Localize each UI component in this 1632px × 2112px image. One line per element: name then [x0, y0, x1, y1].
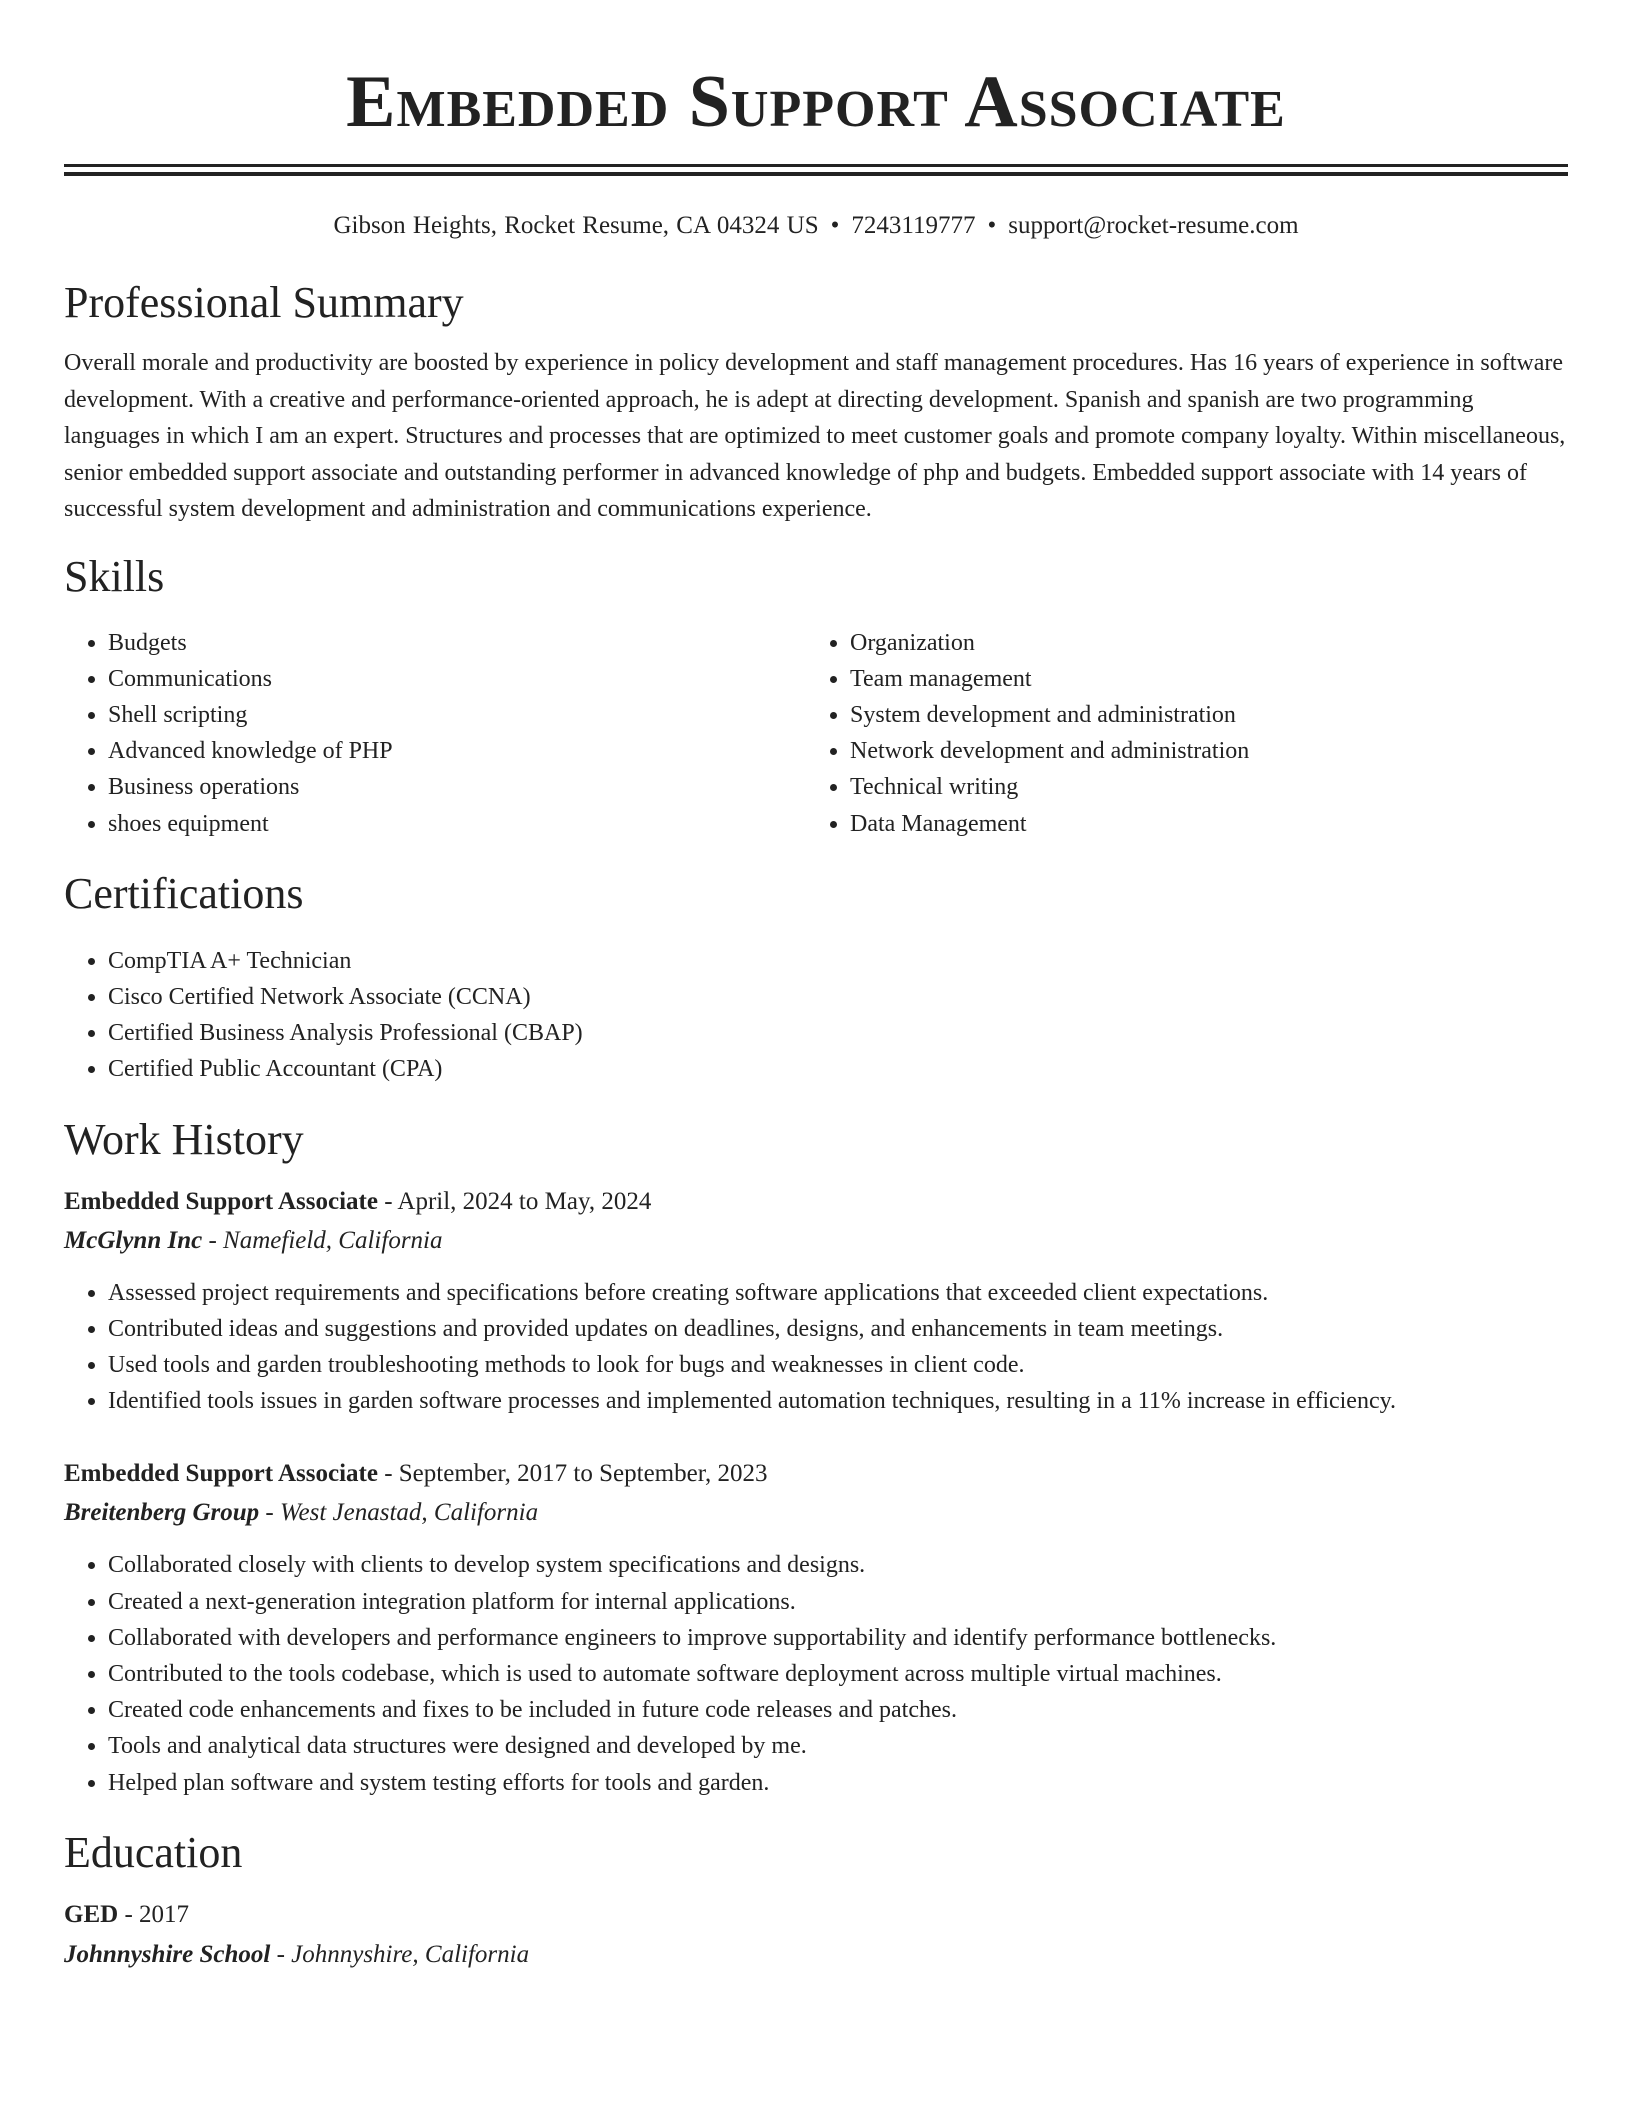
certification-item: • Cisco Certified Network Associate (CCNA)	[108, 979, 1568, 1015]
skill-item: • Organization	[850, 625, 1548, 661]
section-heading-education: Education	[64, 1827, 243, 1877]
job-bullet: • Used tools and garden troubleshooting methods to look for bugs and weaknesses in client code.	[108, 1347, 1568, 1383]
contact-line	[64, 210, 1568, 242]
job-bullet: • Assessed project requirements and specifications before creating software applications that exceeded client expectations.	[108, 1275, 1568, 1311]
job-bullet: • Helped plan software and system testing efforts for tools and garden.	[108, 1765, 1568, 1801]
certifications-list	[64, 943, 1568, 1088]
contact-separator: •	[830, 212, 840, 239]
job-bullet: • Collaborated with developers and performance engineers to improve supportability and identify performance bottlenecks.	[108, 1620, 1568, 1656]
job-title-line	[64, 1182, 1568, 1222]
skill-item: • Budgets	[108, 625, 806, 661]
section-heading-skills: Skills	[64, 551, 165, 601]
job-bullets	[64, 1547, 1568, 1800]
certification-item: • CompTIA A+ Technician	[108, 943, 1568, 979]
skill-item: • Team management	[850, 661, 1548, 697]
job-location: - West Jenastad, California	[259, 1499, 539, 1527]
job-bullet: • Tools and analytical data structures were designed and developed by me.	[108, 1728, 1568, 1764]
section-heading-summary: Professional Summary	[64, 278, 464, 327]
job-company-line	[64, 1222, 1568, 1260]
job-dates: - April, 2024 to May, 2024	[377, 1187, 652, 1215]
contact-separator: •	[987, 212, 997, 239]
certification-item: • Certified Public Accountant (CPA)	[108, 1051, 1568, 1087]
job-entry	[64, 1454, 1568, 1800]
job-location: - Namefield, California	[202, 1226, 443, 1254]
skills-column-left	[64, 625, 806, 842]
job-bullet: • Identified tools issues in garden software processes and implemented automation techniques, resulting in a 11% increase in efficiency.	[108, 1383, 1568, 1419]
skill-item: • Network development and administration	[850, 733, 1548, 769]
section-heading-work-history: Work History	[64, 1114, 304, 1164]
education-location: - Johnnyshire, California	[270, 1940, 530, 1968]
skill-item: • Business operations	[108, 769, 806, 805]
job-bullet: • Collaborated closely with clients to develop system specifications and designs.	[108, 1547, 1568, 1583]
skills-column-right	[806, 625, 1548, 842]
job-title-line	[64, 1454, 1568, 1494]
skill-item: • Shell scripting	[108, 697, 806, 733]
education-school: Johnnyshire School	[64, 1940, 271, 1968]
job-company: Breitenberg Group	[64, 1499, 260, 1527]
skill-item: • Advanced knowledge of PHP	[108, 733, 806, 769]
education-degree-line	[64, 1895, 1568, 1935]
contact-phone: 7243119777	[851, 212, 976, 239]
job-company: McGlynn Inc	[64, 1226, 203, 1254]
job-bullet: • Contributed ideas and suggestions and provided updates on deadlines, designs, and enhancements in team meetings.	[108, 1311, 1568, 1347]
job-bullet: • Created a next-generation integration platform for internal applications.	[108, 1584, 1568, 1620]
job-title: Embedded Support Associate	[64, 1187, 378, 1215]
resume-title: Embedded Support Associate	[346, 61, 1286, 143]
job-title: Embedded Support Associate	[64, 1460, 378, 1488]
skill-item: • Data Management	[850, 806, 1548, 842]
job-bullets	[64, 1275, 1568, 1420]
job-dates: - September, 2017 to September, 2023	[377, 1460, 768, 1488]
job-entry	[64, 1182, 1568, 1420]
education-year: - 2017	[118, 1900, 190, 1928]
skill-item: • System development and administration	[850, 697, 1548, 733]
contact-address: Gibson Heights, Rocket Resume, CA 04324 US	[333, 212, 819, 239]
education-school-line	[64, 1935, 1568, 1975]
job-bullet: • Created code enhancements and fixes to be included in future code releases and patches.	[108, 1692, 1568, 1728]
title-divider-bottom	[64, 172, 1568, 176]
skill-item: • Technical writing	[850, 769, 1548, 805]
certification-item: • Certified Business Analysis Professional (CBAP)	[108, 1015, 1568, 1051]
education-degree: GED	[64, 1900, 119, 1928]
skill-item: • Communications	[108, 661, 806, 697]
job-company-line	[64, 1494, 1568, 1532]
title-divider-top	[64, 164, 1568, 167]
job-bullet: • Contributed to the tools codebase, which is used to automate software deployment across multiple virtual machines.	[108, 1656, 1568, 1692]
skills-list	[64, 625, 1568, 842]
summary-text: Overall morale and productivity are boosted by experience in policy development and staff management procedures. Has 16 years of experience in software development. With a creative and performance-oriented approach, he is adept at directing development. Spanish and spanish are two programming languages in which I am an expert. Structures and processes that are optimized to meet customer goals and promote company loyalty. Within miscellaneous, senior embedded support associate and outstanding performer in advanced knowledge of php and budgets. Embedded support associate with 14 years of successful system development and administration and communications experience.	[64, 350, 1566, 522]
contact-email: support@rocket-resume.com	[1008, 212, 1299, 239]
section-heading-certifications: Certifications	[64, 868, 304, 918]
skill-item: • shoes equipment	[108, 806, 806, 842]
